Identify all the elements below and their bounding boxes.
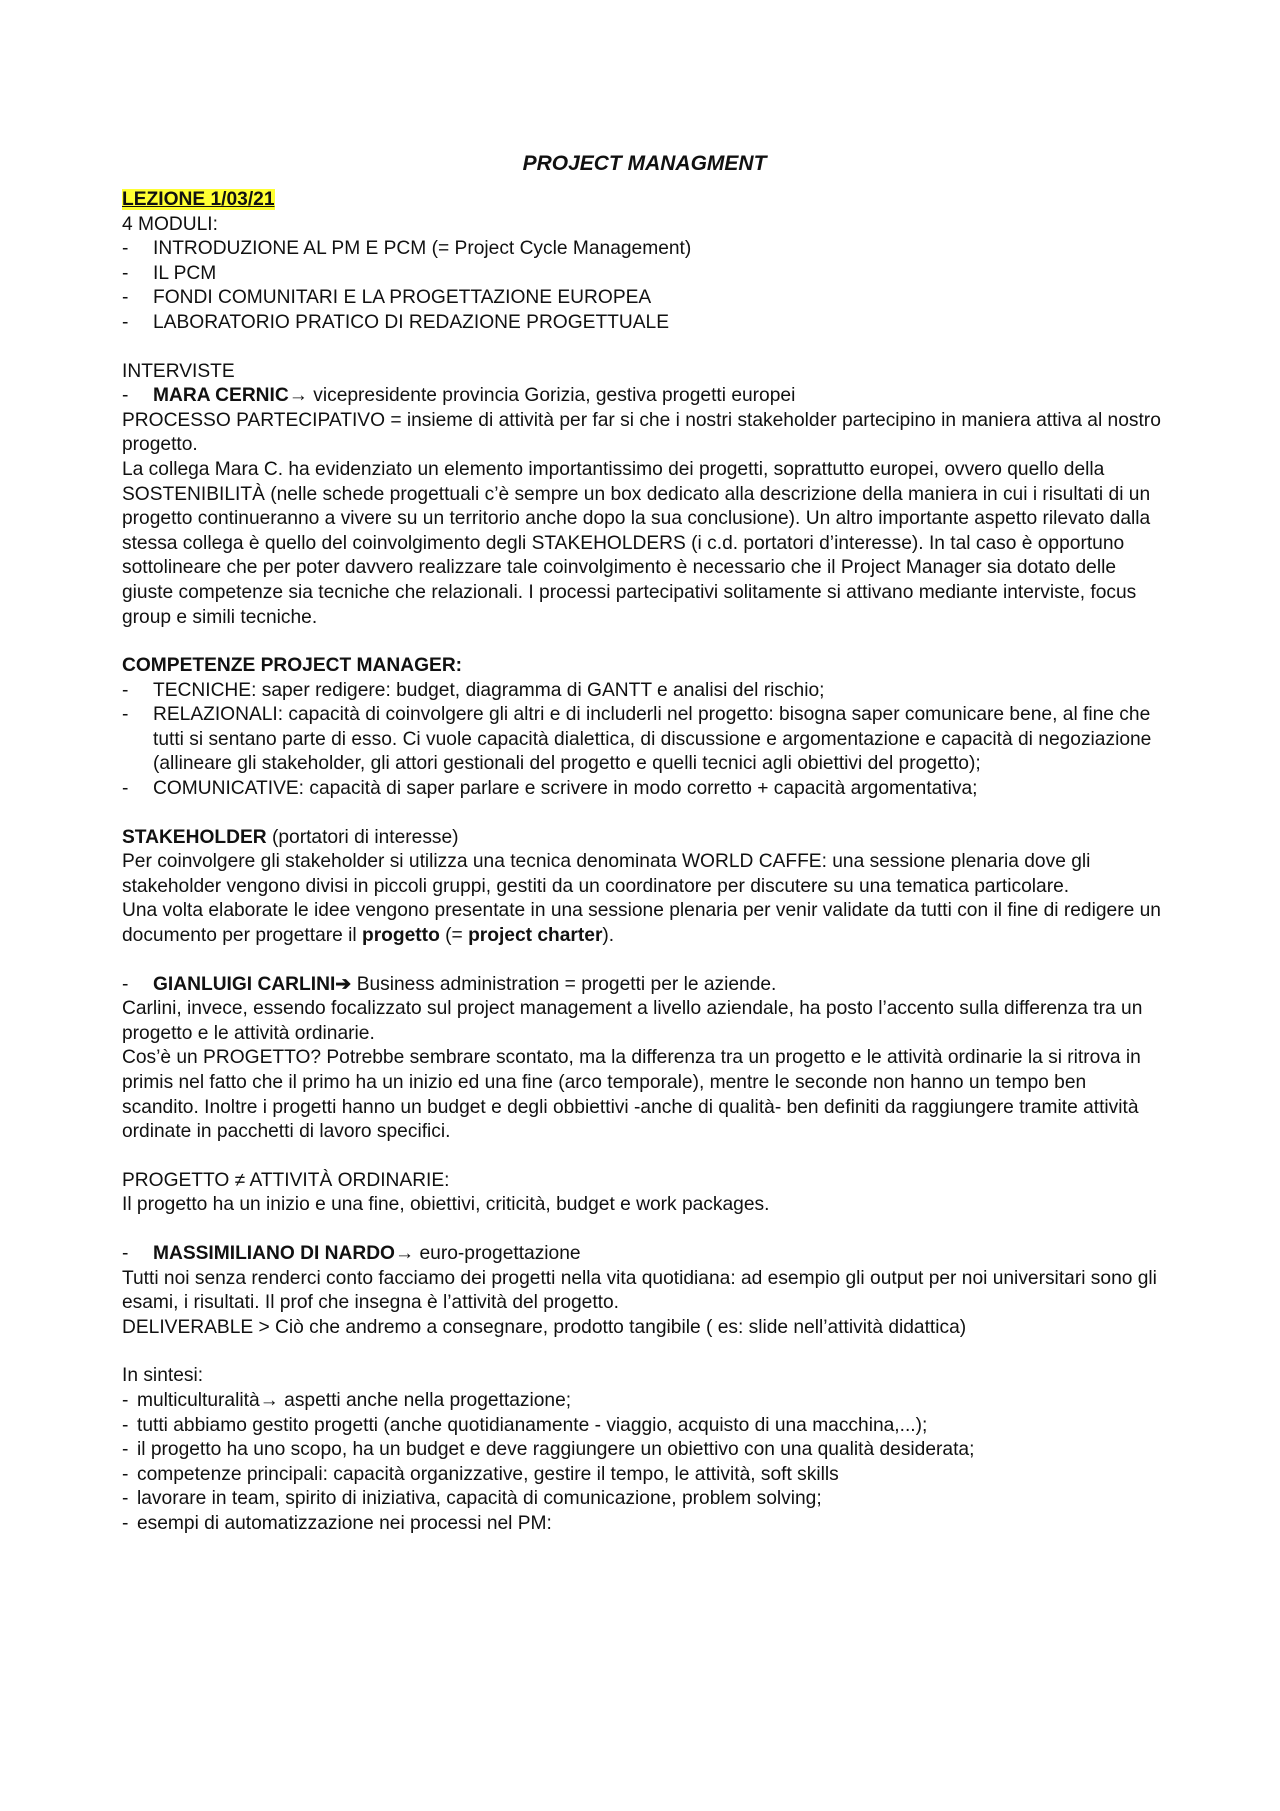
- sintesi-item: - esempi di automatizzazione nei processi nel PM:: [122, 1512, 1167, 1537]
- dinardo-paragraph: Tutti noi senza renderci conto facciamo dei progetti nella vita quotidiana: ad esempio gli output per noi universitari sono gli esami, i risultati. Il prof che insegna è l’attività del progetto.: [122, 1267, 1157, 1314]
- text-run-bold: project charter: [468, 925, 603, 947]
- sintesi-item: - il progetto ha uno scopo, ha un budget e deve raggiungere un obiettivo con una qualità desiderata;: [122, 1438, 1167, 1463]
- module-item: - INTRODUZIONE AL PM E PCM (= Project Cycle Management): [122, 237, 1167, 262]
- sintesi-item: - multiculturalità→ aspetti anche nella progettazione;: [122, 1389, 1167, 1414]
- carlini-paragraph-2: Cos’è un PROGETTO? Potrebbe sembrare scontato, ma la differenza tra un progetto e le attività ordinarie la si ritrova in primis nel fatto che il primo ha un inizio ed una fine (arco temporale), mentre le seconde non hanno un tempo ben scandito. Inoltre i progetti hanno un budget e degli obbiettivi -anche di qualità- ben definiti da raggiungere tramite attività ordinate in pacchetti di lavoro specifici.: [122, 1047, 1141, 1143]
- text-run: ).: [602, 925, 615, 947]
- interviewee-cernic: [122, 384, 1167, 409]
- sintesi-item: - competenze principali: capacità organizzative, gestire il tempo, le attività, soft skills: [122, 1463, 1167, 1488]
- module-item: - LABORATORIO PRATICO DI REDAZIONE PROGETTUALE: [122, 311, 1167, 336]
- stakeholder-title: STAKEHOLDER: [122, 826, 267, 848]
- text-run: Una volta elaborate le idee vengono presentate in una sessione plenaria per venir validate da tutti con il fine di redigere un documento per progettare il: [122, 900, 1161, 947]
- cernic-desc: vicepresidente provincia Gorizia, gestiva progetti europei: [307, 385, 796, 407]
- competenze-item: - TECNICHE: saper redigere: budget, diagramma di GANTT e analisi del rischio;: [122, 679, 1167, 704]
- interviewee-dinardo: [122, 1242, 1167, 1267]
- stakeholder-paragraph-2: [122, 899, 1167, 948]
- dinardo-desc: euro-progettazione: [414, 1242, 581, 1264]
- carlini-name: GIANLUIGI CARLINI: [153, 973, 336, 995]
- cernic-paragraph: La collega Mara C. ha evidenziato un elemento importantissimo dei progetti, soprattutto europei, ovvero quello della SOSTENIBILITÀ (nelle schede progettuali c’è sempre un box dedicato alla descrizione della maniera in cui i risultati di un progetto continueranno a vivere su un territorio anche dopo la sua conclusione). Un altro importante aspetto rilevato dalla stessa collega è quello del coinvolgimento degli STAKEHOLDERS (i c.d. portatori d’interesse). In tal caso è opportuno sottolineare che per poter davvero realizzare tale coinvolgimento è necessario che il Project Manager sia dotato delle giuste competenze sia tecniche che relazionali. I processi partecipativi solitamente si attivano mediante interviste, focus group e simili tecniche.: [122, 458, 1151, 628]
- sintesi-heading: In sintesi:: [122, 1365, 204, 1387]
- interviste-heading: INTERVISTE: [122, 360, 235, 382]
- interviewee-carlini: [122, 973, 1167, 998]
- text-run-bold: progetto: [361, 925, 440, 947]
- lesson-line: [122, 188, 1167, 213]
- cernic-name: MARA CERNIC: [153, 385, 289, 407]
- document-page: [122, 150, 1167, 1537]
- dinardo-name: MASSIMILIANO DI NARDO: [153, 1242, 395, 1264]
- processo-paragraph: PROCESSO PARTECIPATIVO = insieme di attività per far si che i nostri stakeholder partecipino in maniera attiva al nostro progetto.: [122, 409, 1161, 456]
- carlini-desc: Business administration = progetti per le aziende.: [351, 973, 777, 995]
- sintesi-item: - lavorare in team, spirito di iniziativa, capacità di comunicazione, problem solving;: [122, 1487, 1167, 1512]
- deliverable-line: DELIVERABLE > Ciò che andremo a consegnare, prodotto tangibile ( es: slide nell’attività didattica): [122, 1316, 967, 1338]
- carlini-paragraph: Carlini, invece, essendo focalizzato sul project management a livello aziendale, ha posto l’accento sulla differenza tra un progetto e le attività ordinarie.: [122, 998, 1143, 1044]
- competenze-heading: COMPETENZE PROJECT MANAGER:: [122, 655, 463, 677]
- arrow-icon: →: [394, 1242, 415, 1264]
- stakeholder-paragraph: Per coinvolgere gli stakeholder si utilizza una tecnica denominata WORLD CAFFE: una sessione plenaria dove gli stakeholder vengono divisi in piccoli gruppi, gestiti da un coordinatore per discutere su una tematica particolare.: [122, 851, 1091, 897]
- stakeholder-note: (portatori di interesse): [266, 826, 459, 848]
- progetto-vs-text: Il progetto ha un inizio e una fine, obiettivi, criticità, budget e work packages.: [122, 1194, 770, 1216]
- arrow-icon: →: [288, 385, 308, 407]
- module-item: - IL PCM: [122, 262, 1167, 287]
- sintesi-item: - tutti abbiamo gestito progetti (anche quotidianamente - viaggio, acquisto di una macchina,...);: [122, 1414, 1167, 1439]
- modules-heading: 4 MODULI:: [122, 213, 218, 235]
- module-item: - FONDI COMUNITARI E LA PROGETTAZIONE EUROPEA: [122, 286, 1167, 311]
- stakeholder-heading: [122, 826, 1167, 851]
- document-title: PROJECT MANAGMENT: [522, 152, 767, 175]
- competenze-item: - COMUNICATIVE: capacità di saper parlare e scrivere in modo corretto + capacità argomentativa;: [122, 777, 1167, 802]
- competenze-item: - RELAZIONALI: capacità di coinvolgere gli altri e di includerli nel progetto: bisogna saper comunicare bene, al fine che tutti si sentano parte di esso. Ci vuole capacità dialettica, di discussione e argomentazione e capacità di negoziazione (allineare gli stakeholder, gli attori gestionali del progetto e quelli tecnici agli obiettivi del progetto);: [122, 703, 1167, 777]
- text-run: (=: [439, 925, 469, 947]
- lesson-date-highlight: LEZIONE 1/03/21: [122, 189, 275, 210]
- arrow-icon: ➔: [335, 973, 352, 995]
- progetto-vs-heading: PROGETTO ≠ ATTIVITÀ ORDINARIE:: [122, 1169, 450, 1191]
